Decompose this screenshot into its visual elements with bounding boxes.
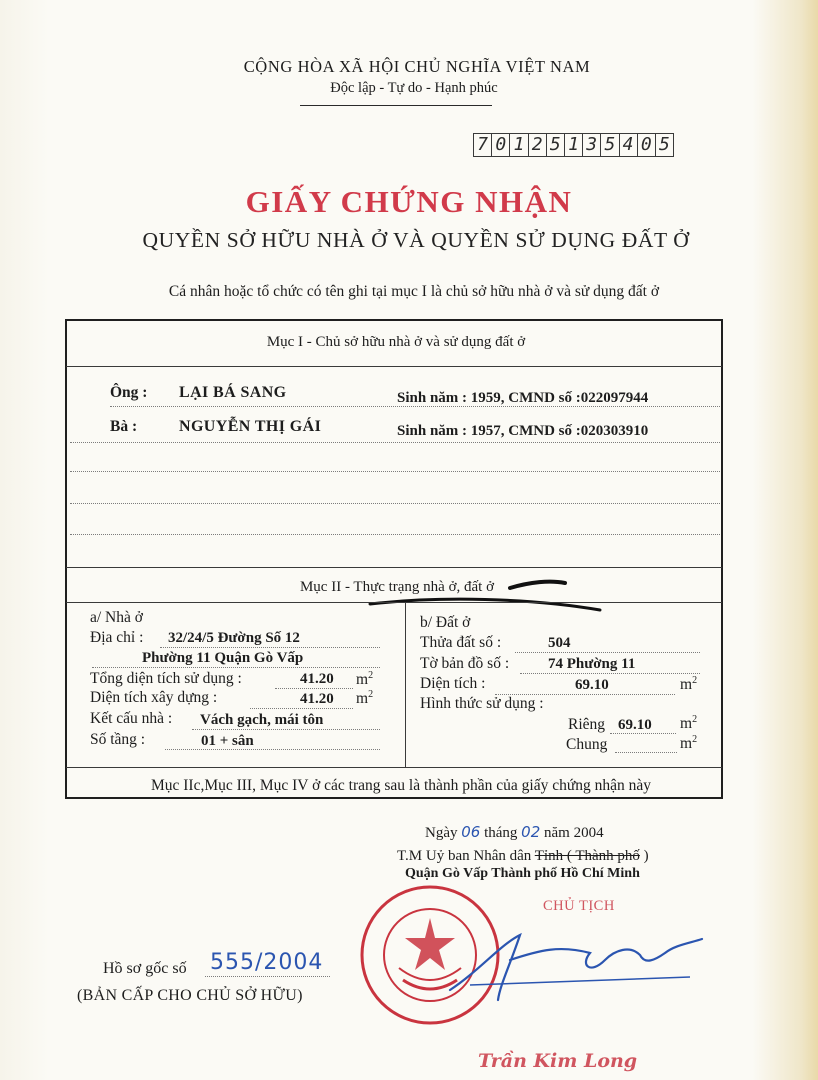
serial-digit: 0 [492, 133, 510, 157]
district-name: Quận Gò Vấp Thành phố Hồ Chí Minh [405, 866, 640, 881]
usage-label: Hình thức sử dụng : [420, 695, 544, 712]
dotted-line [275, 688, 353, 689]
serial-digit: 5 [656, 133, 674, 157]
map-value: 74 Phường 11 [548, 656, 636, 672]
dotted-line [70, 471, 720, 472]
issue-date: Ngày 06 tháng 02 năm 2004 [425, 823, 604, 841]
serial-digit: 1 [510, 133, 528, 157]
file-number-label: Hồ sơ gốc số [103, 960, 187, 977]
private-label: Riêng [568, 716, 606, 733]
land-heading: b/ Đất ở [420, 614, 471, 631]
intro-text: Cá nhân hoặc tổ chức có tên ghi tại mục I là chủ sở hữu nhà ở và sử dụng đất ở [168, 283, 660, 300]
ink-scribble [360, 574, 610, 622]
issue-day: 06 [461, 823, 481, 841]
section2-top-divider [66, 567, 722, 568]
section1-heading-divider [66, 366, 722, 367]
serial-digit: 7 [473, 133, 492, 157]
section1-heading: Mục I - Chủ sở hữu nhà ở và sử dụng đất ở [266, 334, 526, 350]
floors-label: Số tầng : [90, 731, 146, 748]
nation-header: CỘNG HÒA XÃ HỘI CHỦ NGHĨA VIỆT NAM [243, 57, 591, 76]
serial-digit: 5 [601, 133, 619, 157]
serial-digit: 4 [620, 133, 638, 157]
private-unit: $m^2$ [680, 714, 698, 733]
section-footer-note: Mục IIc,Mục III, Mục IV ở các trang sau là thành phần của giấy chứng nhận này [150, 777, 652, 794]
address-line1: 32/24/5 Đường Số 12 [168, 630, 300, 646]
total-area-value: 41.20 [300, 671, 334, 687]
section2-bottom-divider [66, 767, 722, 768]
structure-value: Vách gạch, mái tôn [200, 712, 324, 728]
build-area-unit: $m^2$ [356, 689, 374, 708]
document-title: GIẤY CHỨNG NHẬN [245, 184, 573, 219]
house-heading: a/ Nhà ở [90, 609, 143, 626]
committee-line: T.M Uỷ ban Nhân dân Tỉnh ( Thành phố ) [397, 848, 649, 864]
serial-digit: 3 [583, 133, 601, 157]
shared-unit: $m^2$ [680, 734, 698, 753]
signer-name: Trần Kim Long [478, 1050, 638, 1072]
chairman-signature [440, 915, 710, 1005]
owner1-name: LẠI BÁ SANG [179, 384, 287, 401]
dotted-line [70, 442, 720, 443]
land-area-value: 69.10 [575, 677, 609, 693]
structure-label: Kết cấu nhà : [90, 710, 173, 727]
dotted-line [250, 708, 353, 709]
land-area-label: Diện tích : [420, 675, 486, 692]
dotted-line [192, 729, 380, 730]
shared-label: Chung [566, 736, 608, 753]
dotted-line [205, 976, 330, 977]
chair-title: CHỦ TỊCH [543, 898, 615, 914]
serial-digit: 5 [547, 133, 565, 157]
dotted-line [160, 647, 380, 648]
dotted-line [110, 406, 720, 407]
issue-month: 02 [521, 823, 541, 841]
serial-digit: 1 [565, 133, 583, 157]
total-area-label: Tổng diện tích sử dụng : [90, 670, 242, 687]
dotted-line [520, 673, 700, 674]
floors-value: 01 + sân [201, 733, 254, 749]
build-area-value: 41.20 [300, 691, 334, 707]
owner1-info: Sinh năm : 1959, CMND số :022097944 [397, 390, 649, 406]
owner1-label: Ông : [110, 384, 148, 401]
dotted-line [70, 503, 720, 504]
plot-label: Thửa đất số : [420, 634, 502, 651]
motto: Độc lập - Tự do - Hạnh phúc [330, 80, 498, 96]
dotted-line [615, 752, 677, 753]
map-label: Tờ bản đồ số : [420, 655, 510, 672]
owner2-label: Bà : [110, 418, 138, 435]
dotted-line [610, 733, 676, 734]
serial-number-box [473, 132, 674, 158]
column-divider [405, 603, 406, 767]
document-subtitle: QUYỀN SỞ HỮU NHÀ Ở VÀ QUYỀN SỬ DỤNG ĐẤT Ở [142, 228, 690, 252]
build-area-label: Diện tích xây dựng : [90, 689, 218, 706]
private-value: 69.10 [618, 717, 652, 733]
dotted-line [92, 667, 380, 668]
dotted-line [515, 652, 700, 653]
serial-digit: 2 [529, 133, 547, 157]
issue-year: 2004 [573, 825, 604, 841]
section2-heading-divider [66, 602, 722, 603]
land-area-unit: $m^2$ [680, 675, 698, 694]
owner2-name: NGUYỄN THỊ GÁI [179, 418, 322, 435]
dotted-line [70, 534, 720, 535]
total-area-unit: $m^2$ [356, 670, 374, 689]
section2-heading: Mục II - Thực trạng nhà ở, đất ở [299, 579, 495, 595]
dotted-line [165, 749, 380, 750]
motto-underline [300, 105, 492, 106]
address-line2: Phường 11 Quận Gò Vấp [142, 650, 304, 666]
plot-value: 504 [548, 635, 571, 651]
owner-copy-note: (BẢN CẤP CHO CHỦ SỞ HỮU) [77, 987, 303, 1004]
serial-digit: 0 [638, 133, 656, 157]
file-number: 555/2004 [210, 950, 324, 975]
owner2-info: Sinh năm : 1957, CMND số :020303910 [397, 423, 649, 439]
address-label: Địa chỉ : [90, 629, 144, 646]
